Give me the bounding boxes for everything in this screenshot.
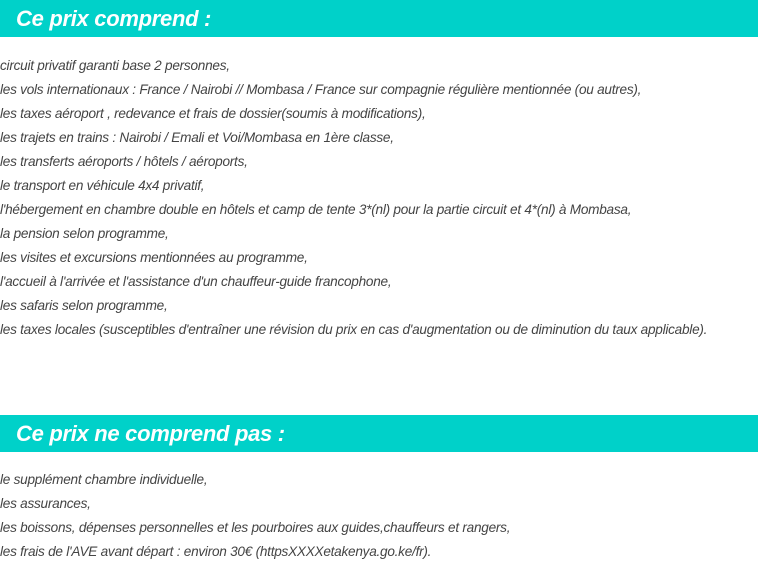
excluded-heading: Ce prix ne comprend pas : (0, 415, 758, 452)
included-heading: Ce prix comprend : (0, 0, 758, 37)
list-item: la pension selon programme, (0, 226, 169, 241)
list-item: les visites et excursions mentionnées au programme, (0, 250, 308, 265)
list-item: l'hébergement en chambre double en hôtels et camp de tente 3*(nl) pour la partie circuit et 4*(nl) à Mombasa, (0, 202, 632, 217)
list-item: le supplément chambre individuelle, (0, 472, 208, 487)
list-item: les boissons, dépenses personnelles et les pourboires aux guides,chauffeurs et rangers, (0, 520, 511, 535)
list-item: le transport en véhicule 4x4 privatif, (0, 178, 205, 193)
list-item: les transferts aéroports / hôtels / aéroports, (0, 154, 248, 169)
list-item: circuit privatif garanti base 2 personnes, (0, 58, 230, 73)
list-item: l'accueil à l'arrivée et l'assistance d'un chauffeur-guide francophone, (0, 274, 392, 289)
excluded-list (0, 468, 740, 564)
included-list (0, 54, 740, 342)
list-item: les trajets en trains : Nairobi / Emali et Voi/Mombasa en 1ère classe, (0, 130, 394, 145)
list-item: les vols internationaux : France / Nairobi // Mombasa / France sur compagnie régulière mentionnée (ou autres), (0, 82, 642, 97)
list-item: les assurances, (0, 496, 91, 511)
list-item: les taxes aéroport , redevance et frais de dossier(soumis à modifications), (0, 106, 426, 121)
list-item: les frais de l'AVE avant départ : environ 30€ (httpsXXXXetakenya.go.ke/fr). (0, 544, 432, 559)
list-item: les taxes locales (susceptibles d'entraîner une révision du prix en cas d'augmentation ou de diminution du taux applicable). (0, 322, 708, 337)
list-item: les safaris selon programme, (0, 298, 168, 313)
